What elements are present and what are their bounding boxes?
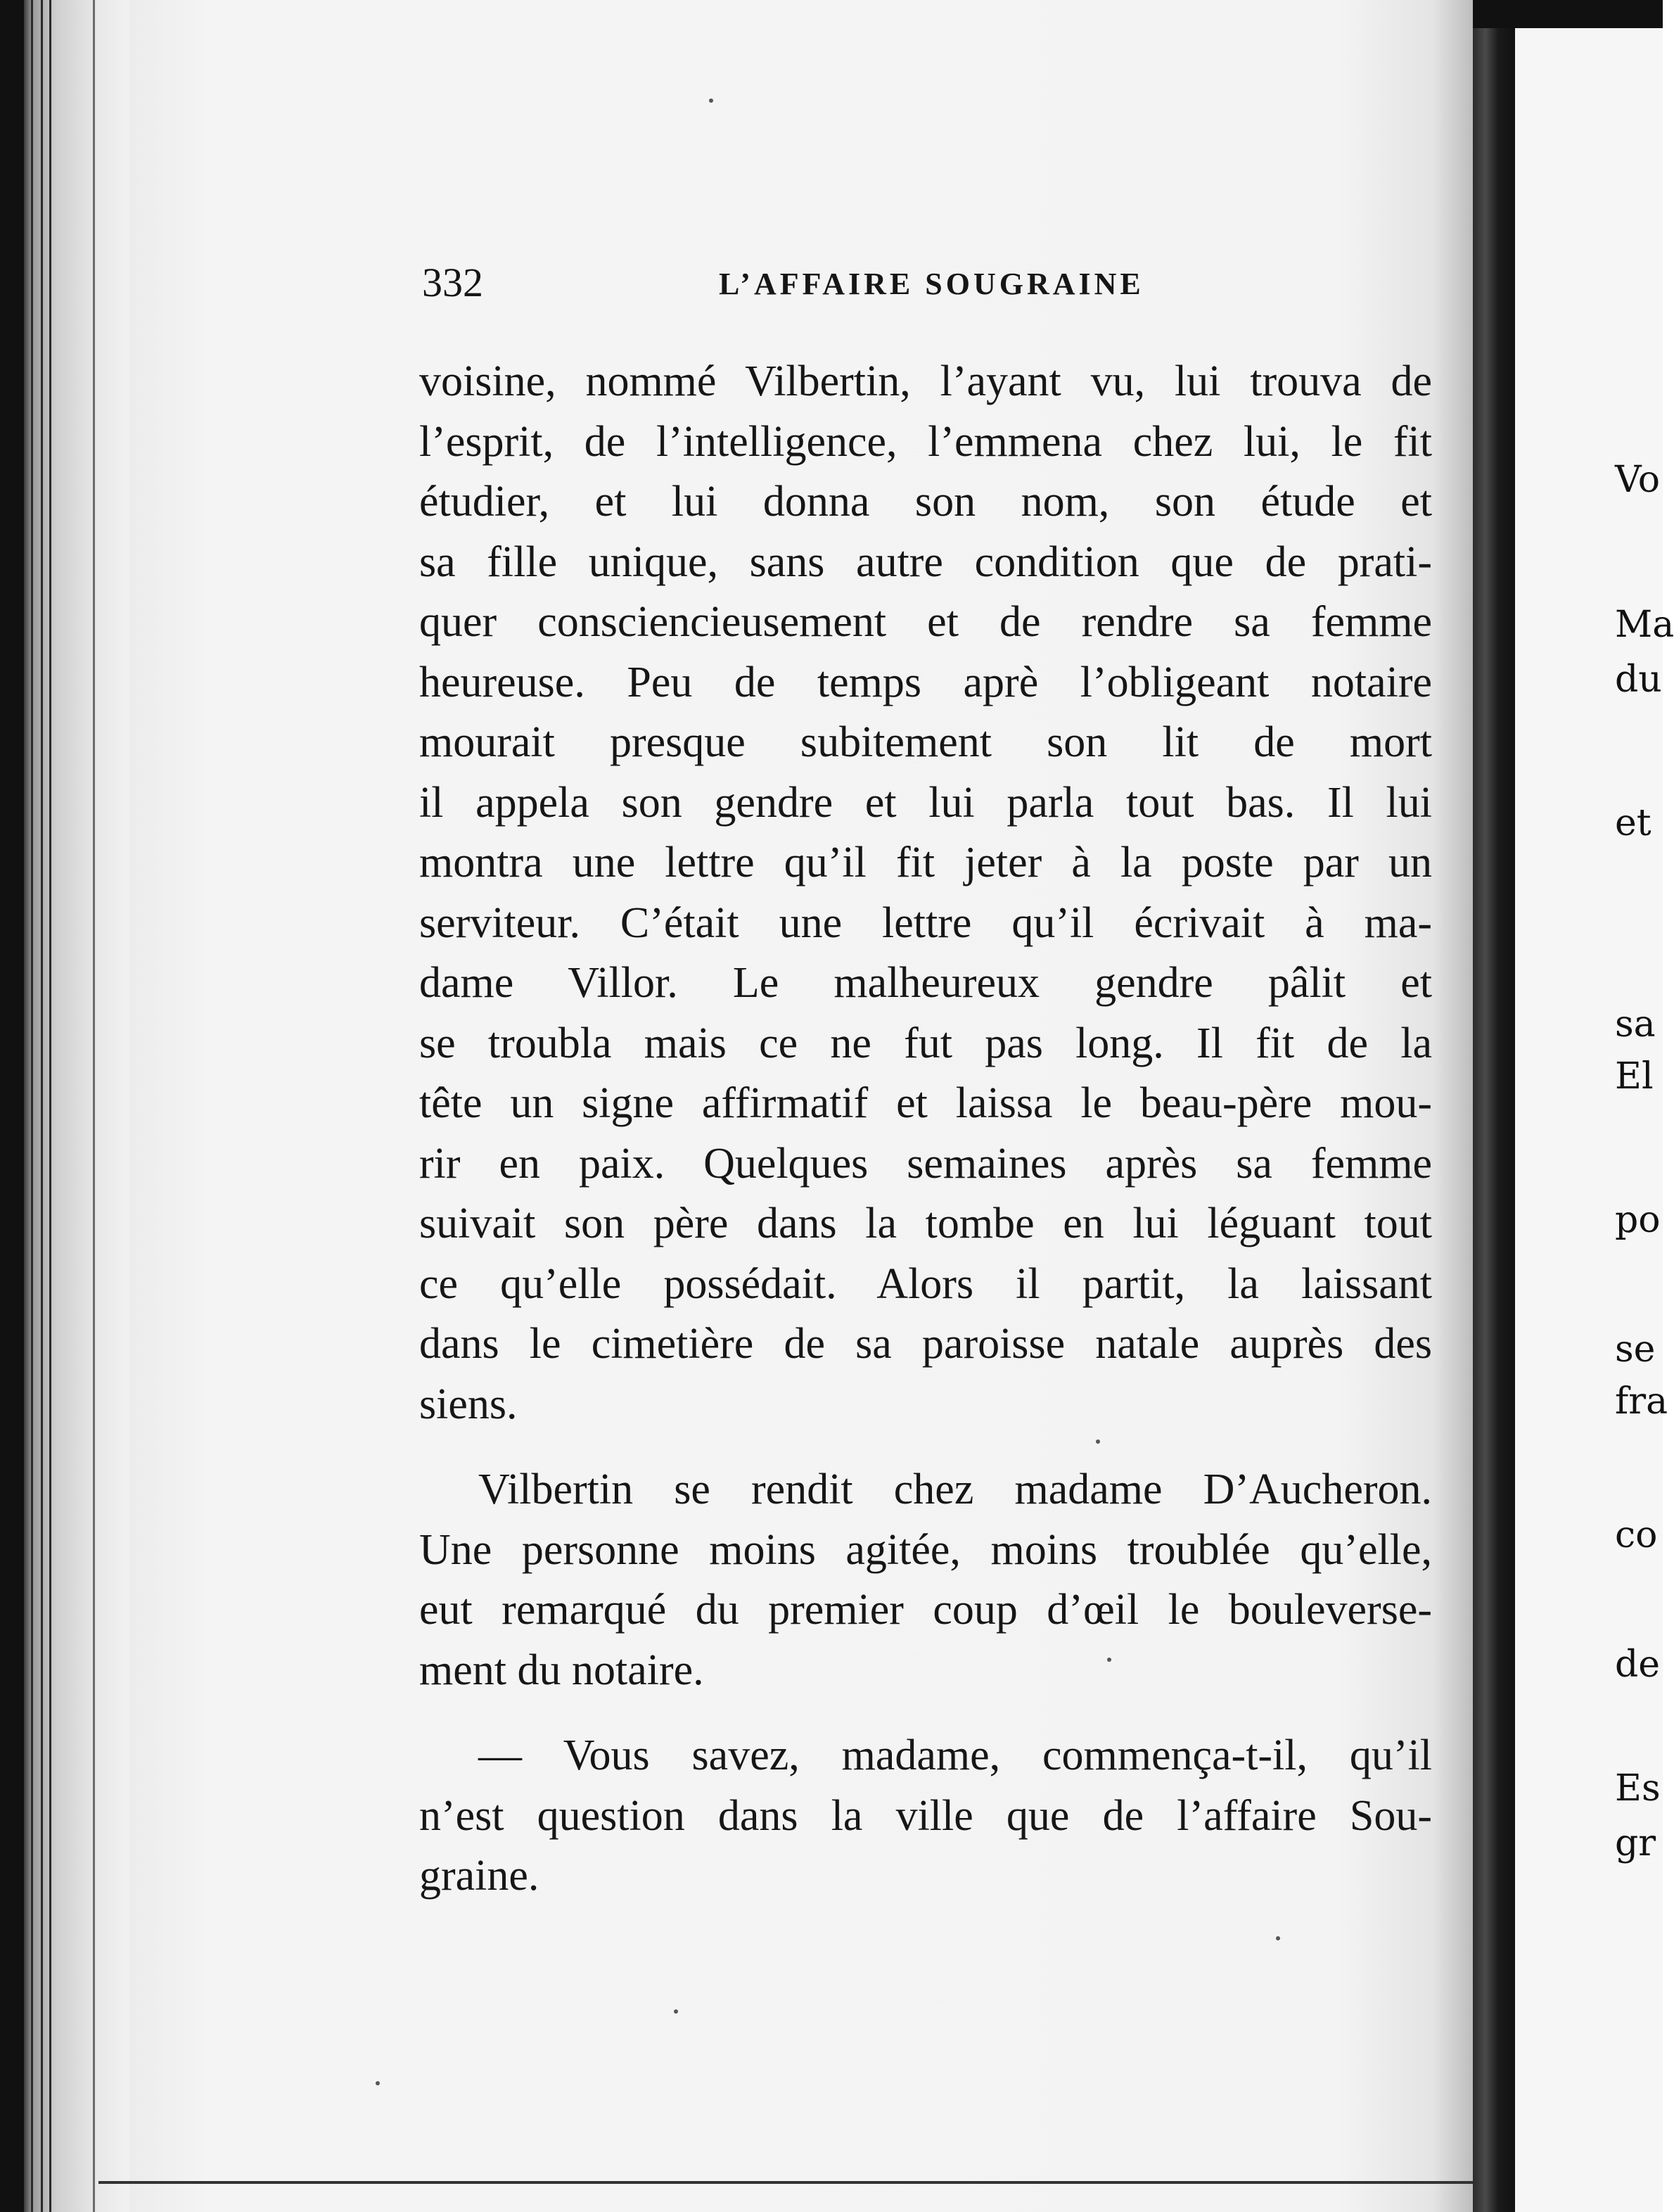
paragraph: [419, 1460, 1432, 1701]
scan-speck: [376, 2081, 380, 2085]
text-line: Une personne moins agitée, moins troublée qu’elle,: [419, 1525, 1432, 1574]
text-line: l’esprit, de l’intelligence, l’emmena chez lui, le fit: [419, 417, 1432, 466]
text-line: heureuse. Peu de temps aprè l’obligeant notaire: [419, 658, 1432, 706]
text-line: quer consciencieusement et de rendre sa femme: [419, 598, 1432, 646]
text-line: sa fille unique, sans autre condition que de prati-: [419, 538, 1432, 586]
facing-page-fragment: du: [1615, 659, 1662, 701]
text-line: eut remarqué du premier coup d’œil le bouleverse-: [419, 1586, 1432, 1634]
page-number: 332: [422, 260, 483, 305]
text-line: rir en paix. Quelques semaines après sa femme: [419, 1139, 1432, 1188]
body-text: [419, 352, 1432, 1907]
text-line: étudier, et lui donna son nom, son étude et: [419, 478, 1432, 526]
text-line: serviteur. C’était une lettre qu’il écrivait à ma-: [419, 898, 1432, 947]
paragraph: [419, 1726, 1432, 1907]
text-line: tête un signe affirmatif et laissa le beau-père mou-: [419, 1079, 1432, 1127]
text-line: — Vous savez, madame, commença-t-il, qu’il: [478, 1731, 1432, 1779]
page-edge-line: [31, 0, 33, 2212]
text-line: graine.: [419, 1852, 539, 1900]
facing-page-fragment: de: [1615, 1644, 1661, 1686]
text-line: Vilbertin se rendit chez madame D’Aucheron.: [478, 1466, 1432, 1513]
text-line: suivait son père dans la tombe en lui léguant tout: [419, 1200, 1432, 1247]
facing-page-fragment: gr: [1615, 1822, 1656, 1864]
facing-page-fragment: fra: [1615, 1380, 1668, 1423]
book-gutter: [1473, 28, 1515, 2212]
scan-speck: [1096, 1439, 1100, 1444]
text-line: dans le cimetière de sa paroisse natale auprès des: [419, 1320, 1432, 1368]
scan-speck: [1276, 1936, 1280, 1940]
scan-speck: [1107, 1658, 1111, 1662]
facing-page-fragment: se: [1615, 1328, 1656, 1371]
facing-page-fragment: Vo: [1615, 459, 1661, 501]
page-bottom-edge: [98, 2181, 1477, 2184]
text-line: ment du notaire.: [419, 1646, 704, 1694]
text-line: il appela son gendre et lui parla tout bas. Il lui: [419, 778, 1432, 827]
book-edge-shadow: [24, 0, 129, 2212]
page-edge-line: [41, 0, 43, 2212]
facing-page-fragment: po: [1615, 1199, 1661, 1241]
text-line: mourait presque subitement son lit de mort: [419, 718, 1432, 766]
text-line: n’est question dans la ville que de l’affaire Sou-: [419, 1791, 1432, 1840]
paragraph-gap: [419, 1701, 1432, 1726]
facing-page-fragment: Es: [1615, 1767, 1661, 1810]
text-line: siens.: [419, 1380, 518, 1428]
scan-speck: [674, 2009, 678, 2014]
text-line: montra une lettre qu’il fit jeter à la poste par un: [419, 839, 1432, 886]
facing-page-fragment: et: [1615, 802, 1651, 844]
paragraph: [419, 352, 1432, 1435]
facing-page-fragment: sa: [1615, 1003, 1656, 1045]
facing-page-fragment: Ma: [1615, 604, 1674, 646]
text-line: ce qu’elle possédait. Alors il partit, la laissant: [419, 1259, 1432, 1308]
text-line: voisine, nommé Vilbertin, l’ayant vu, lui trouva de: [419, 357, 1432, 405]
running-head: [422, 259, 1428, 308]
scan-speck: [709, 98, 713, 103]
facing-page: [1515, 28, 1663, 2212]
text-line: dame Villor. Le malheureux gendre pâlit et: [419, 959, 1432, 1007]
text-line: se troubla mais ce ne fut pas long. Il fit de la: [419, 1019, 1432, 1067]
facing-page-fragment: co: [1615, 1514, 1658, 1556]
page-edge-line: [49, 0, 51, 2212]
facing-page-fragment: El: [1615, 1055, 1654, 1098]
book-edge-left: [0, 0, 24, 2212]
paragraph-gap: [419, 1435, 1432, 1460]
page-edge-line: [93, 0, 95, 2212]
running-title: L’AFFAIRE SOUGRAINE: [719, 267, 1144, 301]
gutter-top: [1473, 0, 1663, 28]
